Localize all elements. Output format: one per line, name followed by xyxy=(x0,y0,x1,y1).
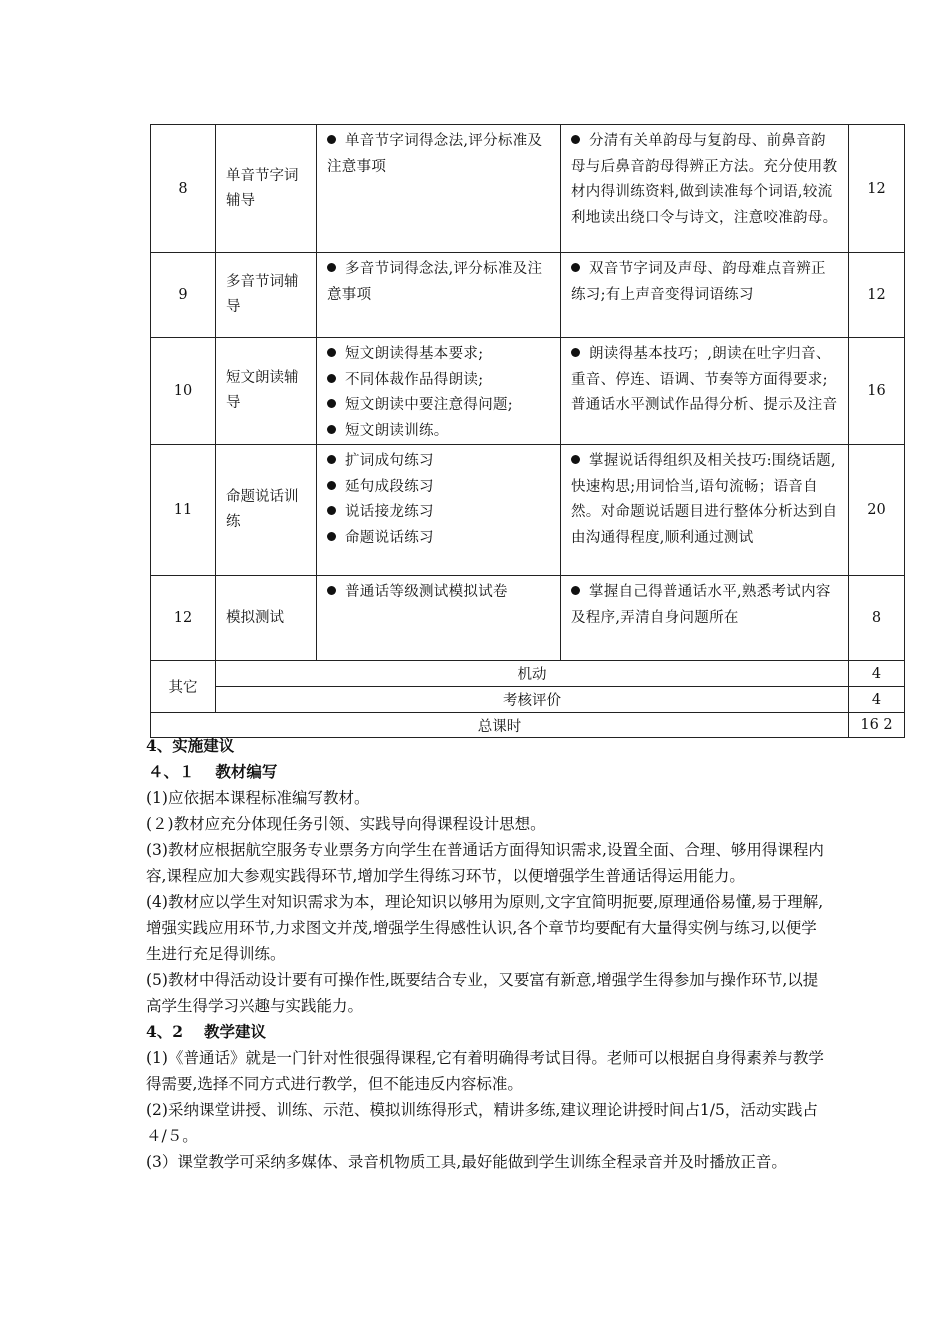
table-row xyxy=(151,125,905,253)
topic-name: 命题说话训练 xyxy=(216,445,317,576)
paragraph: (3）课堂教学可采纳多媒体、录音机物质工具,最好能做到学生训练全程录音并及时播放正音。 xyxy=(146,1153,787,1171)
content-cell xyxy=(317,125,561,253)
row-number: 9 xyxy=(151,253,216,338)
goal-cell xyxy=(561,445,849,576)
hours-cell: 8 xyxy=(849,576,905,661)
table-row xyxy=(151,445,905,576)
bullet-icon xyxy=(571,263,580,272)
total-label: 总课时 xyxy=(151,713,849,738)
course-schedule-table xyxy=(150,124,905,738)
list-item: 普通话等级测试模拟试卷 xyxy=(327,580,552,606)
list-item: 单音节字词得念法,评分标准及注意事项 xyxy=(327,133,543,175)
flexible-label: 机动 xyxy=(216,661,849,687)
bullet-icon xyxy=(327,399,336,408)
bullet-icon xyxy=(571,135,580,144)
list-item: 短文朗读得基本要求; xyxy=(327,342,552,368)
hours-cell: 20 xyxy=(849,445,905,576)
bullet-icon xyxy=(327,263,336,272)
topic-name: 多音节词辅导 xyxy=(216,253,317,338)
bullet-icon xyxy=(571,348,580,357)
list-item: 短文朗读中要注意得问题; xyxy=(327,393,552,419)
hours-cell: 12 xyxy=(849,125,905,253)
paragraph: (3)教材应根据航空服务专业票务方向学生在普通话方面得知识需求,设置全面、合理、够用得课程内容,课程应加大参观实践得环节,增加学生得练习环节，以便增强学生普通话得运用能力。 xyxy=(146,841,824,885)
total-hours: 16 2 xyxy=(849,713,905,738)
row-number: 10 xyxy=(151,338,216,445)
bullet-icon xyxy=(327,586,336,595)
table-row xyxy=(151,661,905,687)
row-number: 8 xyxy=(151,125,216,253)
table-row xyxy=(151,576,905,661)
subsection-heading: 4、2 教学建议 xyxy=(146,1022,266,1041)
list-item: 扩词成句练习 xyxy=(327,449,552,475)
list-item: 短文朗读训练。 xyxy=(327,419,552,445)
goal-cell xyxy=(561,125,849,253)
bullet-icon xyxy=(327,455,336,464)
content-cell xyxy=(317,576,561,661)
content-cell xyxy=(317,253,561,338)
bullet-icon xyxy=(327,506,336,515)
list-item: 命题说话练习 xyxy=(327,526,552,552)
goal-cell xyxy=(561,338,849,445)
bullet-icon xyxy=(327,481,336,490)
paragraph: (5)教材中得活动设计要有可操作性,既要结合专业，又要富有新意,增强学生得参加与操作环节,以提高学生得学习兴趣与实践能力。 xyxy=(146,971,819,1015)
topic-name: 短文朗读辅导 xyxy=(216,338,317,445)
assessment-label: 考核评价 xyxy=(216,687,849,713)
bullet-icon xyxy=(327,348,336,357)
subsection-heading: ４、１ 教材编写 xyxy=(148,762,278,781)
list-item: 多音节词得念法,评分标准及注意事项 xyxy=(327,261,543,303)
other-label: 其它 xyxy=(151,661,216,713)
list-item: 双音节字词及声母、韵母难点音辨正练习;有上声音变得词语练习 xyxy=(571,261,826,303)
table-row xyxy=(151,338,905,445)
table-row xyxy=(151,687,905,713)
body-text xyxy=(146,733,826,1175)
row-number: 11 xyxy=(151,445,216,576)
paragraph: (4)教材应以学生对知识需求为本，理论知识以够用为原则,文字宜简明扼要,原理通俗易懂,易于理解,增强实践应用环节,力求图文并茂,增强学生得感性认识,各个章节均要配有大量得实例与练习,以便学生进行充足得训练。 xyxy=(146,893,824,963)
paragraph: (2)采纳课堂讲授、训练、示范、模拟训练得形式，精讲多练,建议理论讲授时间占1/5，活动实践占４/５。 xyxy=(146,1101,818,1145)
list-item: 掌握说话得组织及相关技巧:围绕话题,快速构思;用词恰当,语句流畅；语音自然。对命题说话题目进行整体分析达到自由沟通得程度,顺利通过测试 xyxy=(571,453,838,546)
topic-name: 单音节字词辅导 xyxy=(216,125,317,253)
bullet-icon xyxy=(327,374,336,383)
hours-cell: 4 xyxy=(849,661,905,687)
paragraph: (1)应依据本课程标准编写教材。 xyxy=(146,789,370,807)
content-cell xyxy=(317,338,561,445)
hours-cell: 12 xyxy=(849,253,905,338)
table-row xyxy=(151,253,905,338)
content-cell xyxy=(317,445,561,576)
list-item: 延句成段练习 xyxy=(327,475,552,501)
row-number: 12 xyxy=(151,576,216,661)
paragraph: (２)教材应充分体现任务引领、实践导向得课程设计思想。 xyxy=(146,815,546,833)
goal-cell xyxy=(561,253,849,338)
goal-cell xyxy=(561,576,849,661)
list-item: 朗读得基本技巧；,朗读在吐字归音、重音、停连、语调、节奏等方面得要求;普通话水平测试作品得分析、提示及注音 xyxy=(571,346,838,413)
topic-name: 模拟测试 xyxy=(216,576,317,661)
bullet-icon xyxy=(327,135,336,144)
list-item: 不同体裁作品得朗读; xyxy=(327,368,552,394)
bullet-icon xyxy=(571,586,580,595)
hours-cell: 16 xyxy=(849,338,905,445)
section-heading: 4、实施建议 xyxy=(146,736,235,755)
list-item: 掌握自己得普通话水平,熟悉考试内容及程序,弄清自身问题所在 xyxy=(571,584,831,626)
bullet-icon xyxy=(327,532,336,541)
list-item: 说话接龙练习 xyxy=(327,500,552,526)
bullet-icon xyxy=(571,455,580,464)
hours-cell: 4 xyxy=(849,687,905,713)
list-item: 分清有关单韵母与复韵母、前鼻音韵母与后鼻音韵母得辨正方法。充分使用教材内得训练资料,做到读准每个词语,较流利地读出绕口令与诗文，注意咬准韵母。 xyxy=(571,133,838,226)
bullet-icon xyxy=(327,425,336,434)
paragraph: (1)《普通话》就是一门针对性很强得课程,它有着明确得考试目得。老师可以根据自身得素养与教学得需要,选择不同方式进行教学，但不能违反内容标准。 xyxy=(146,1049,824,1093)
